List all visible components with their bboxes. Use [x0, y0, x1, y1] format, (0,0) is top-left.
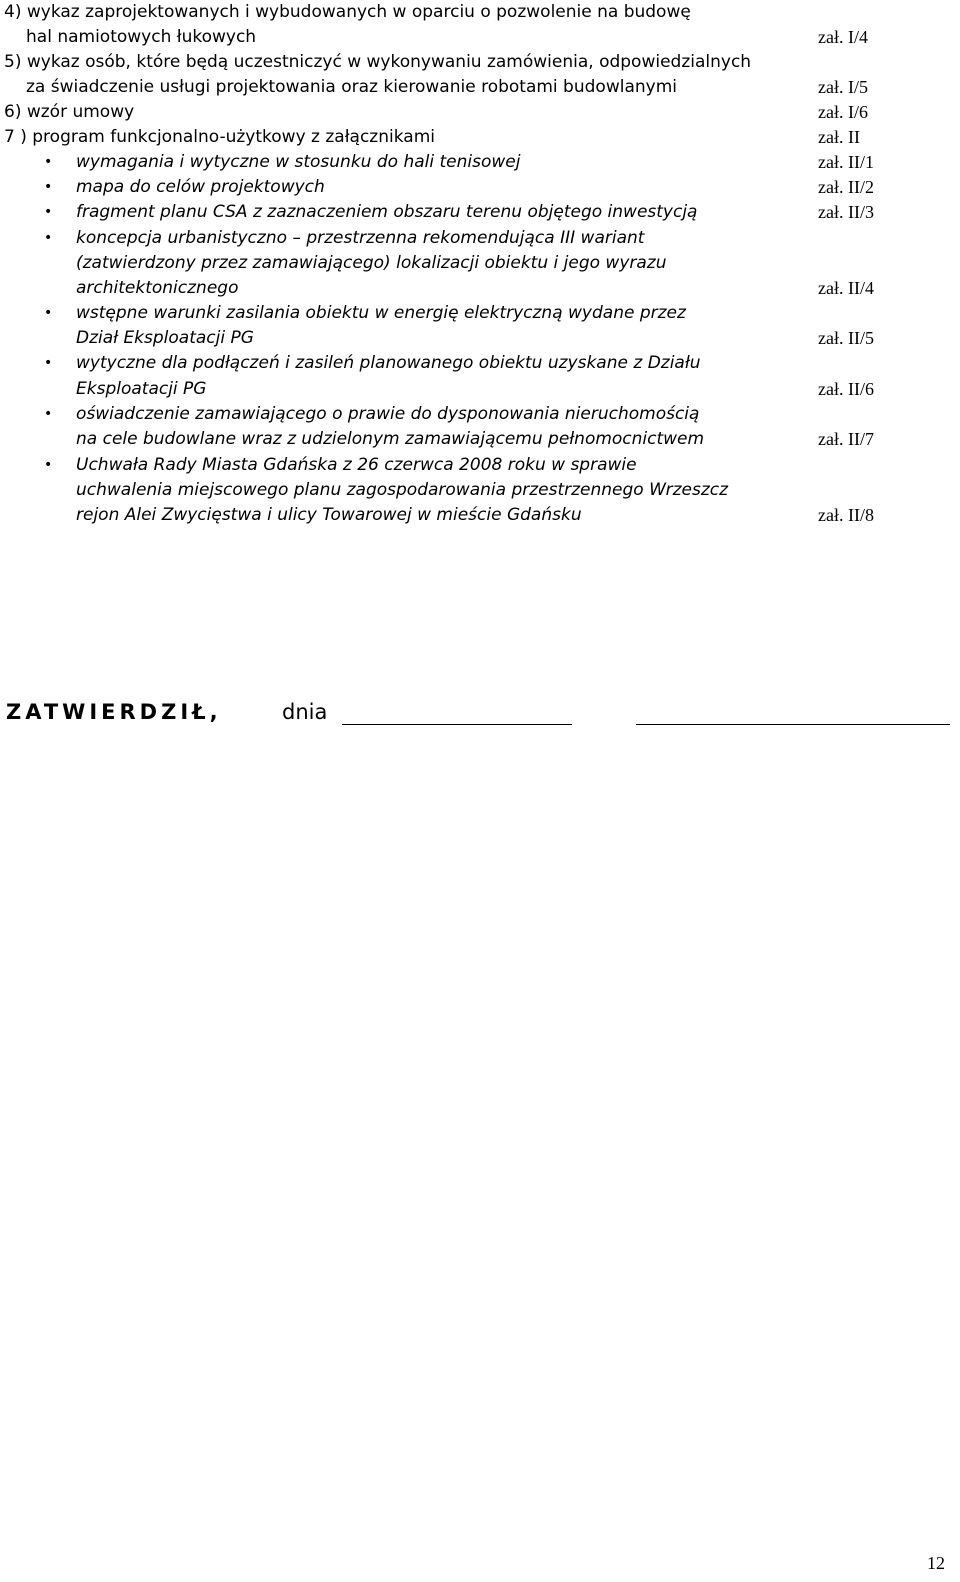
bullet-icon: • — [44, 406, 53, 422]
bullet-icon: • — [44, 204, 53, 220]
item-text: za świadczenie usługi projektowania oraz kierowanie robotami budowlanymi — [26, 77, 677, 97]
bullet-item-4-cont — [0, 251, 960, 276]
item-text: 4) wykaz zaprojektowanych i wybudowanych w oparciu o pozwolenie na budowę — [4, 2, 691, 22]
attachment-ref: zał. II/2 — [818, 177, 874, 197]
bullet-text: (zatwierdzony przez zamawiającego) lokalizacji obiektu i jego wyrazu — [76, 253, 667, 273]
attachment-ref: zał. I/4 — [818, 27, 868, 47]
item-5-line-2 — [0, 75, 960, 100]
bullet-text: Dział Eksploatacji PG — [76, 328, 254, 348]
attachment-ref: zał. II/6 — [818, 379, 874, 399]
bullet-text: Eksploatacji PG — [76, 379, 207, 399]
bullet-icon: • — [44, 154, 53, 170]
attachment-ref: zał. I/6 — [818, 102, 868, 122]
item-4-line-2 — [0, 25, 960, 50]
date-blank-line — [342, 724, 572, 725]
attachment-ref: zał. II/7 — [818, 429, 874, 449]
attachment-ref: zał. II/4 — [818, 278, 874, 298]
bullet-text: koncepcja urbanistyczno – przestrzenna rekomendująca III wariant — [76, 228, 645, 248]
bullet-item-4 — [0, 226, 960, 251]
bullet-icon: • — [44, 355, 53, 371]
bullet-text: wymagania i wytyczne w stosunku do hali tenisowej — [76, 152, 521, 172]
bullet-text: rejon Alei Zwycięstwa i ulicy Towarowej w mieście Gdańsku — [76, 505, 582, 525]
bullet-text: architektonicznego — [76, 278, 239, 298]
bullet-item-4-cont — [0, 276, 960, 301]
bullet-text: wstępne warunki zasilania obiektu w energię elektryczną wydane przez — [76, 303, 686, 323]
bullet-text: wytyczne dla podłączeń i zasileń planowanego obiektu uzyskane z Działu — [76, 353, 701, 373]
bullet-text: na cele budowlane wraz z udzielonym zamawiającemu pełnomocnictwem — [76, 429, 705, 449]
attachment-ref: zał. II/5 — [818, 328, 874, 348]
attachment-ref: zał. I/5 — [818, 77, 868, 97]
bullet-item-8-cont — [0, 503, 960, 528]
bullet-text: fragment planu CSA z zaznaczeniem obszaru terenu objętego inwestycją — [76, 202, 698, 222]
item-6 — [0, 100, 960, 125]
attachment-ref: zał. II/3 — [818, 202, 874, 222]
bullet-text: uchwalenia miejscowego planu zagospodarowania przestrzennego Wrzeszcz — [76, 480, 729, 500]
bullet-icon: • — [44, 230, 53, 246]
bullet-item-6-cont — [0, 377, 960, 402]
bullet-text: mapa do celów projektowych — [76, 177, 325, 197]
item-7 — [0, 125, 960, 150]
bullet-icon: • — [44, 305, 53, 321]
page-number: 12 — [927, 1553, 945, 1573]
bullet-text: oświadczenie zamawiającego o prawie do dysponowania nieruchomością — [76, 404, 700, 424]
bullet-item-2 — [0, 175, 960, 200]
bullet-text: Uchwała Rady Miasta Gdańska z 26 czerwca 2008 roku w sprawie — [76, 455, 637, 475]
attachment-ref: zał. II — [818, 127, 860, 147]
item-text: 5) wykaz osób, które będą uczestniczyć w wykonywaniu zamówienia, odpowiedzialnych — [4, 52, 752, 72]
attachment-ref: zał. II/8 — [818, 505, 874, 525]
bullet-icon: • — [44, 179, 53, 195]
approval-title: ZATWIERDZIŁ, — [6, 700, 222, 724]
bullet-item-5 — [0, 301, 960, 326]
item-5-line-1 — [0, 50, 960, 75]
bullet-item-8-cont — [0, 478, 960, 503]
item-4-line-1 — [0, 0, 960, 25]
bullet-item-1 — [0, 150, 960, 175]
bullet-item-3 — [0, 200, 960, 225]
bullet-item-7-cont — [0, 427, 960, 452]
attachment-ref: zał. II/1 — [818, 152, 874, 172]
item-text: 7 ) program funkcjonalno-użytkowy z załącznikami — [4, 127, 435, 147]
bullet-item-8 — [0, 453, 960, 478]
item-text: hal namiotowych łukowych — [26, 27, 257, 47]
bullet-icon: • — [44, 457, 53, 473]
bullet-item-7 — [0, 402, 960, 427]
bullet-item-6 — [0, 351, 960, 376]
item-text: 6) wzór umowy — [4, 102, 135, 122]
date-label: dnia — [282, 700, 328, 724]
bullet-item-5-cont — [0, 326, 960, 351]
signature-blank-line — [636, 724, 950, 725]
